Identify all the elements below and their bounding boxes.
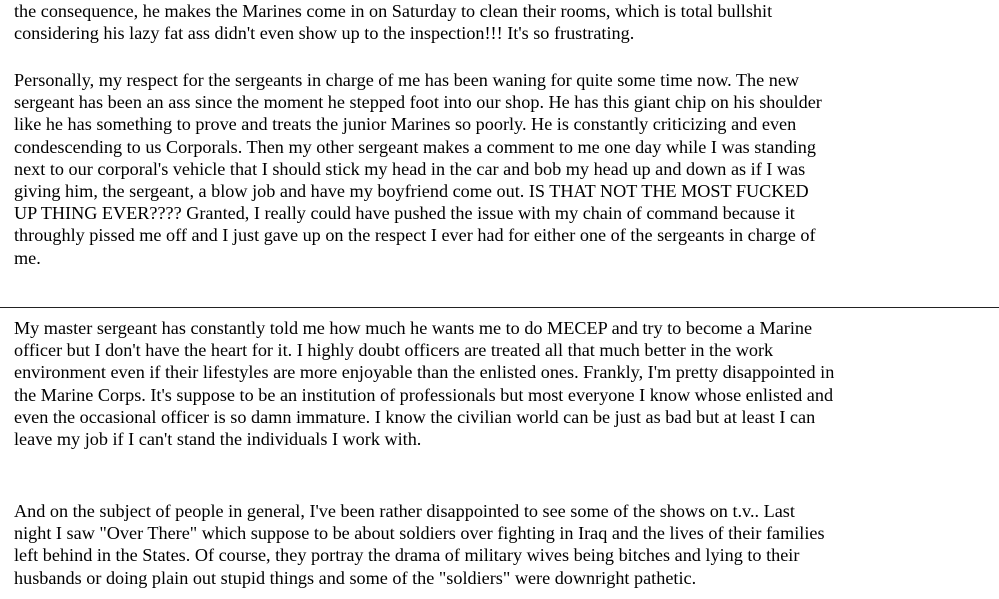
text-line: like he has something to prove and treats the junior Marines so poorly. He is constantly criticizing and even bbox=[14, 114, 797, 135]
text-line: Personally, my respect for the sergeants in charge of me has been waning for quite some time now. The new bbox=[14, 70, 800, 90]
text-line: left behind in the States. Of course, they portray the drama of military wives being bitches and lying to their bbox=[14, 545, 800, 566]
text-line: next to our corporal's vehicle that I should stick my head in the car and bob my head up and down as if I was bbox=[14, 158, 806, 179]
text-line: My master sergeant has constantly told me how much he wants me to do MECEP and try to become a Marine bbox=[14, 318, 813, 338]
text-line: sergeant has been an ass since the moment he stepped foot into our shop. He has this giant chip on his shoulder bbox=[14, 92, 822, 113]
text-line: even the occasional officer is so damn immature. I know the civilian world can be just as bad but at least I can bbox=[14, 406, 816, 427]
text-line: environment even if their lifestyles are more enjoyable than the enlisted ones. Frankly, I'm pretty disappointed in bbox=[14, 362, 835, 383]
text-line: condescending to us Corporals. Then my other sergeant makes a comment to me one day while I was standing bbox=[14, 136, 816, 157]
page-divider bbox=[0, 307, 999, 308]
text-line: throughly pissed me off and I just gave up on the respect I ever had for either one of the sergeants in charge of bbox=[14, 225, 816, 246]
text-line: the Marine Corps. It's suppose to be an institution of professionals but most everyone I know whose enlisted and bbox=[14, 384, 834, 405]
text-line: And on the subject of people in general, I've been rather disappointed to see some of the shows on t.v.. Last bbox=[14, 501, 795, 521]
paragraph-1 bbox=[14, 0, 772, 44]
text-line: giving him, the sergeant, a blow job and have my boyfriend come out. IS THAT NOT THE MOST FUCKED bbox=[14, 180, 809, 201]
text-line: leave my job if I can't stand the individuals I work with. bbox=[14, 428, 422, 449]
text-line: me. bbox=[14, 247, 41, 268]
text-line: night I saw "Over There" which suppose to be about soldiers over fighting in Iraq and the lives of their families bbox=[14, 523, 825, 544]
text-line: UP THING EVER???? Granted, I really could have pushed the issue with my chain of command because it bbox=[14, 203, 795, 224]
text-line: considering his lazy fat ass didn't even show up to the inspection!!! It's so frustrating. bbox=[14, 23, 635, 44]
text-line: the consequence, he makes the Marines come in on Saturday to clean their rooms, which is total bullshit bbox=[14, 1, 773, 21]
text-line: officer but I don't have the heart for it. I highly doubt officers are treated all that much better in the work bbox=[14, 340, 774, 361]
paragraph-4 bbox=[14, 500, 825, 589]
paragraph-3 bbox=[14, 317, 834, 450]
text-line: husbands or doing plain out stupid things and some of the "soldiers" were downright pathetic. bbox=[14, 567, 697, 588]
paragraph-2 bbox=[14, 69, 822, 269]
